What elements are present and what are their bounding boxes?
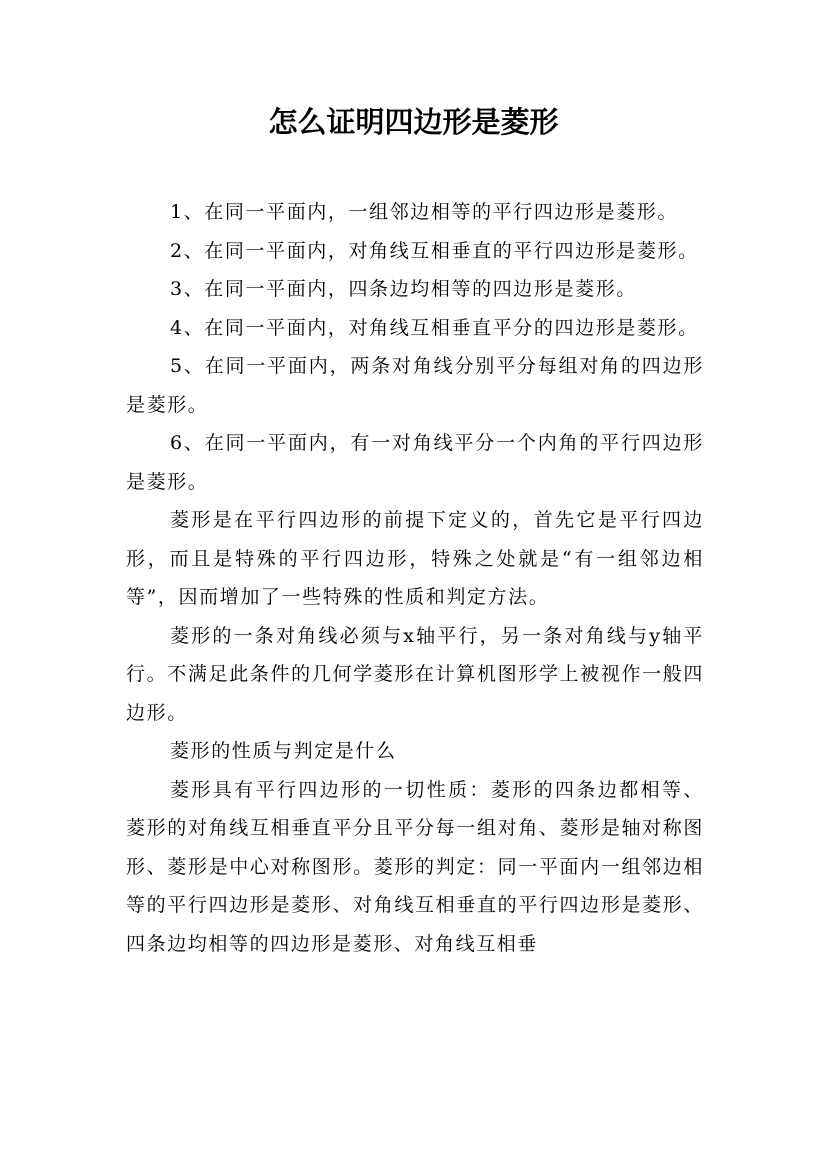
document-body — [126, 193, 704, 963]
paragraph-5: 5、在同一平面内，两条对角线分别平分每组对角的四边形是菱形。 — [126, 355, 704, 416]
document-title: 怎么证明四边形是菱形 — [268, 105, 559, 139]
paragraph-graphics: 菱形的一条对角线必须与x轴平行，另一条对角线与y轴平行。不满足此条件的几何学菱形在计算机图形学上被视作一般四边形。 — [126, 624, 704, 724]
paragraph-properties: 菱形具有平行四边形的一切性质：菱形的四条边都相等、菱形的对角线互相垂直平分且平分每一组对角、菱形是轴对称图形、菱形是中心对称图形。菱形的判定：同一平面内一组邻边相等的平行四边形是菱形、对角线互相垂直的平行四边形是菱形、四条边均相等的四边形是菱形、对角线互相垂 — [126, 778, 704, 955]
paragraph-2: 2、在同一平面内，对角线互相垂直的平行四边形是菱形。 — [170, 239, 699, 262]
paragraph-4: 4、在同一平面内，对角线互相垂直平分的四边形是菱形。 — [170, 316, 699, 339]
section-heading: 菱形的性质与判定是什么 — [170, 740, 397, 762]
paragraph-3: 3、在同一平面内，四条边均相等的四边形是菱形。 — [170, 278, 637, 300]
paragraph-1: 1、在同一平面内，一组邻边相等的平行四边形是菱形。 — [170, 201, 679, 223]
paragraph-definition: 菱形是在平行四边形的前提下定义的，首先它是平行四边形，而且是特殊的平行四边形，特殊之处就是“有一组邻边相等”，因而增加了一些特殊的性质和判定方法。 — [126, 509, 704, 608]
paragraph-6: 6、在同一平面内，有一对角线平分一个内角的平行四边形是菱形。 — [126, 432, 704, 493]
